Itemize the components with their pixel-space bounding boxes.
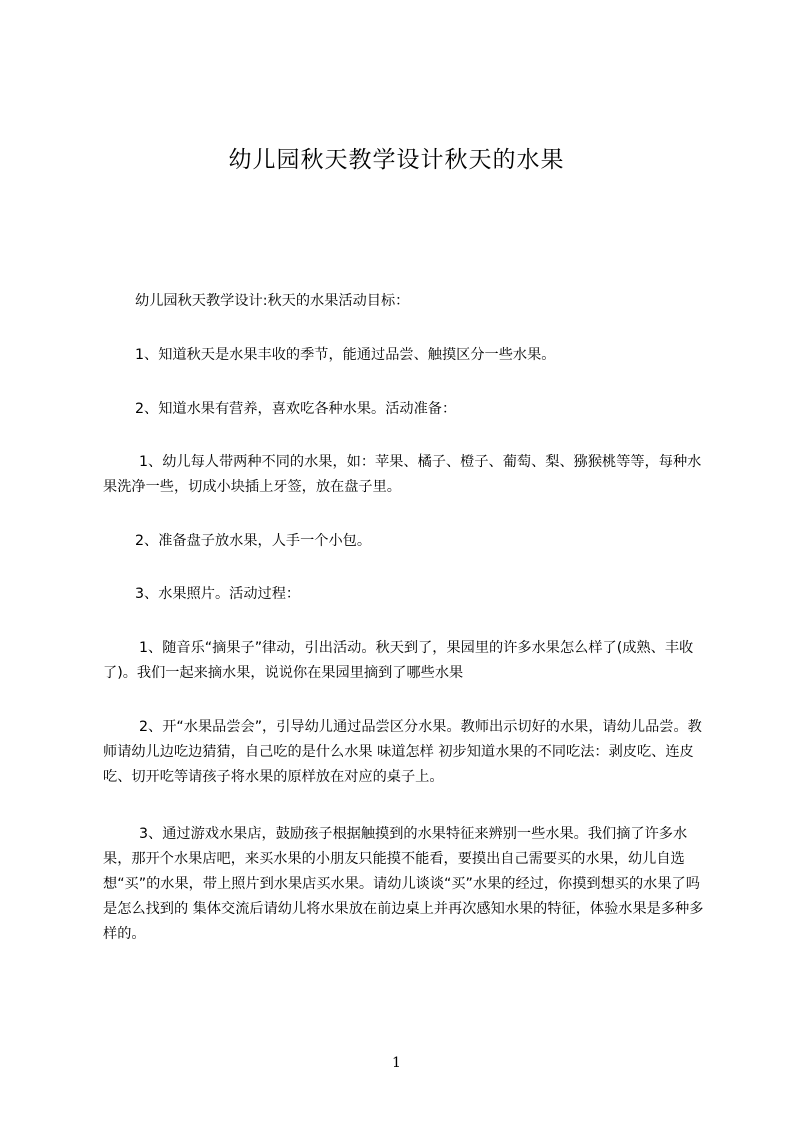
paragraph-objective-1: 1、知道秋天是水果丰收的季节，能通过品尝、触摸区分一些水果。 xyxy=(135,347,556,363)
paragraph-process-3: 3、通过游戏水果店，鼓励孩子根据触摸到的水果特征来辨别一些水果。我们摘了许多水果，那开个水果店吧，来买水果的小朋友只能摸不能看，要摸出自己需要买的水果，幼儿自选想“买”的水果，带上照片到水果店买水果。请幼儿谈谈“买”水果的经过，你摸到想买的水果了吗 是怎么找到的 集体交流后请幼儿将水果放在前边桌上并再次感知水果的特征，体验水果是多种多样的。 xyxy=(103,826,705,942)
page-number: 1 xyxy=(392,1055,401,1071)
paragraph-process-1: 1、随音乐“摘果子”律动，引出活动。秋天到了，果园里的许多水果怎么样了(成熟、丰收了)。我们一起来摘水果，说说你在果园里摘到了哪些水果 xyxy=(103,640,694,681)
paragraph-objective-2: 2、知道水果有营养，喜欢吃各种水果。活动准备： xyxy=(135,401,457,417)
paragraph-objectives-heading: 幼儿园秋天教学设计:秋天的水果活动目标： xyxy=(135,293,410,309)
paragraph-preparation-1: 1、幼儿每人带两种不同的水果，如：苹果、橘子、橙子、葡萄、梨、猕猴桃等等，每种水果洗净一些，切成小块插上牙签，放在盘子里。 xyxy=(103,454,702,495)
paragraph-preparation-2: 2、准备盘子放水果，人手一个小包。 xyxy=(135,533,372,549)
paragraph-preparation-3: 3、水果照片。活动过程： xyxy=(135,586,301,602)
document-title: 幼儿园秋天教学设计秋天的水果 xyxy=(228,147,565,173)
paragraph-process-2: 2、开“水果品尝会”，引导幼儿通过品尝区分水果。教师出示切好的水果，请幼儿品尝。教师请幼儿边吃边猜猜，自己吃的是什么水果 味道怎样 初步知道水果的不同吃法：剥皮吃、连皮吃、切开吃等请孩子将水果的原样放在对应的桌子上。 xyxy=(103,719,702,785)
